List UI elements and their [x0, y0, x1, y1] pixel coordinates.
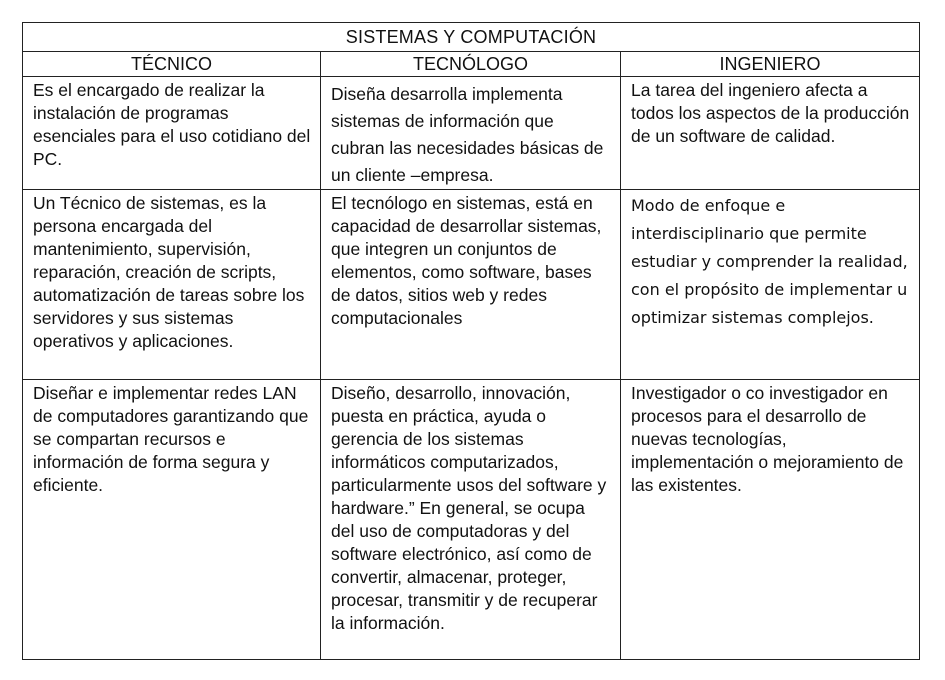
table-row: [23, 190, 920, 380]
column-header-ingeniero: INGENIERO: [621, 52, 920, 77]
cell-ingeniero-3: Investigador o co investigador en procesos para el desarrollo de nuevas tecnologías, implementación o mejoramiento de las existentes.: [621, 380, 920, 660]
document-page: [22, 22, 919, 660]
table-row: [23, 380, 920, 660]
cell-tecnologo-1: Diseña desarrolla implementa sistemas de información que cubran las necesidades básicas de un cliente –empresa.: [321, 77, 621, 190]
table-title-row: [23, 23, 920, 52]
table-title: SISTEMAS Y COMPUTACIÓN: [23, 23, 920, 52]
comparison-table: [22, 22, 920, 660]
cell-ingeniero-1: La tarea del ingeniero afecta a todos los aspectos de la producción de un software de calidad.: [621, 77, 920, 190]
column-header-tecnico: TÉCNICO: [23, 52, 321, 77]
table-row: [23, 77, 920, 190]
table-header-row: [23, 52, 920, 77]
cell-tecnico-2: Un Técnico de sistemas, es la persona encargada del mantenimiento, supervisión, reparación, creación de scripts, automatización de tareas sobre los servidores y sus sistemas operativos y aplicaciones.: [23, 190, 321, 380]
cell-tecnico-1: Es el encargado de realizar la instalación de programas esenciales para el uso cotidiano del PC.: [23, 77, 321, 190]
column-header-tecnologo: TECNÓLOGO: [321, 52, 621, 77]
cell-tecnologo-3: Diseño, desarrollo, innovación, puesta en práctica, ayuda o gerencia de los sistemas informáticos computarizados, particularmente usos del software y hardware.” En general, se ocupa del uso de computadoras y del software electrónico, así como de convertir, almacenar, proteger, procesar, transmitir y de recuperar la información.: [321, 380, 621, 660]
cell-tecnico-3: Diseñar e implementar redes LAN de computadores garantizando que se compartan recursos e información de forma segura y eficiente.: [23, 380, 321, 660]
cell-tecnologo-2: El tecnólogo en sistemas, está en capacidad de desarrollar sistemas, que integren un conjuntos de elementos, como software, bases de datos, sitios web y redes computacionales: [321, 190, 621, 380]
cell-ingeniero-2: Modo de enfoque e interdisciplinario que permite estudiar y comprender la realidad, con el propósito de implementar u optimizar sistemas complejos.: [621, 190, 920, 380]
